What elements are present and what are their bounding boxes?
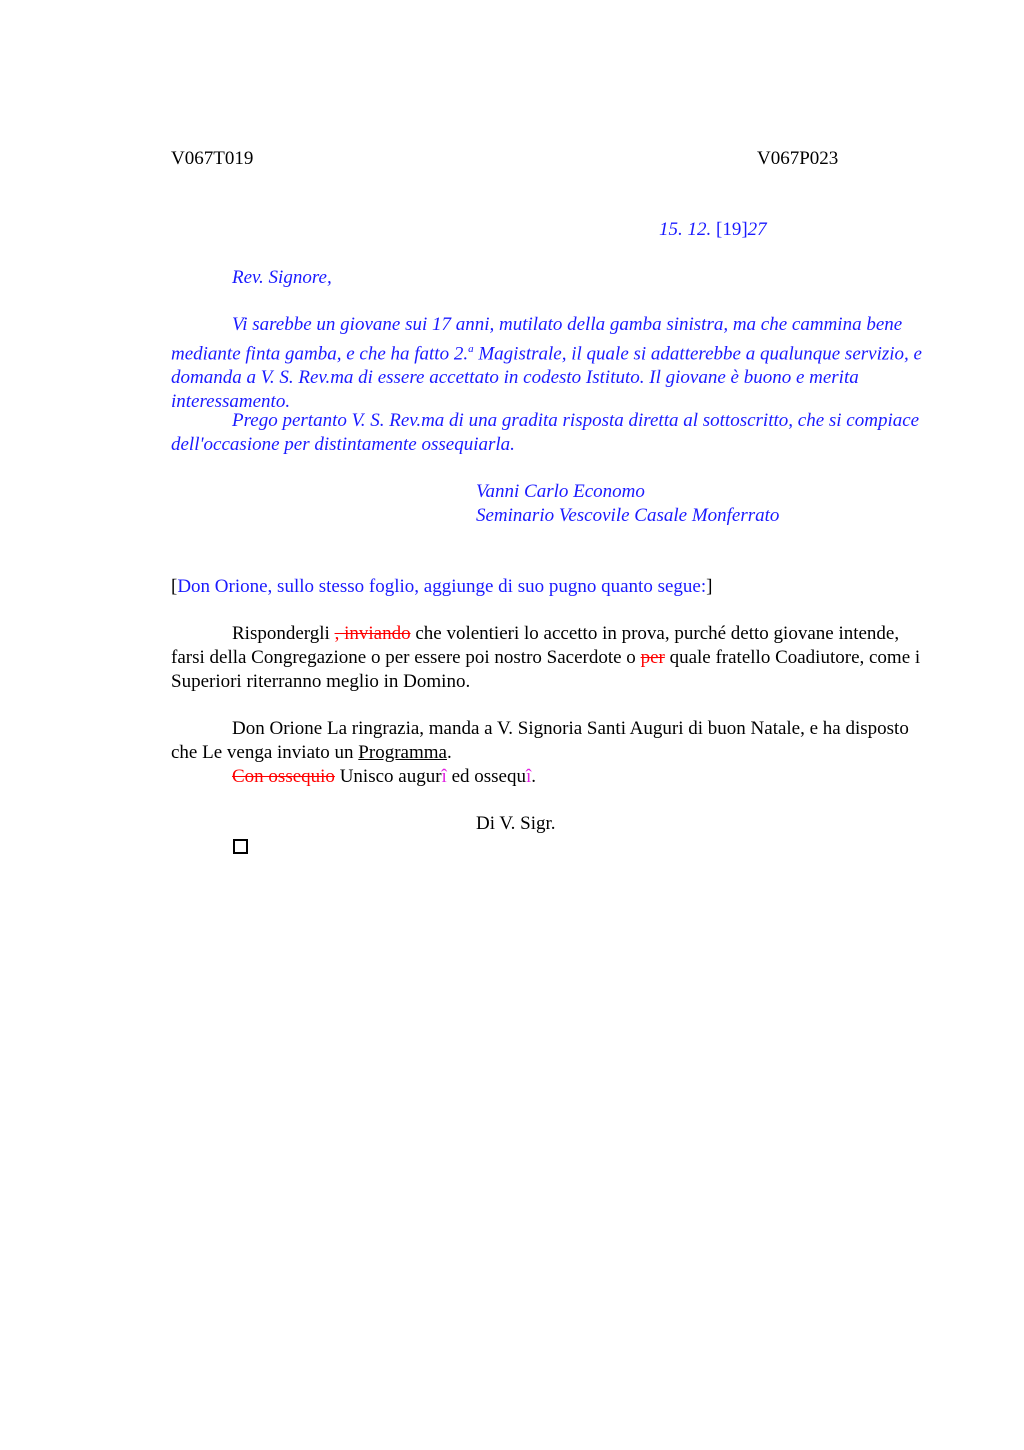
letter-p1-text-b: Magistrale, il quale si adatterebbe a qualunque servizio, e domanda a V. S. Rev.ma di essere accettato in codesto Istituto. Il giovane è buono e merita interessamento. <box>171 343 922 413</box>
letter-p1-text-a: Vi sarebbe un giovane sui 17 anni, mutilato della gamba sinistra, ma che cammina bene mediante finta gamba, e che ha fatto 2. <box>171 314 903 365</box>
reply-p1-text-c: quale fratello Coadiutore, come i Superiori riterranno meglio in Domino. <box>171 647 921 692</box>
document-code-left: V067T019 <box>171 148 254 169</box>
reply-p3-correction-2: î <box>525 766 532 787</box>
reply-paragraph-1 <box>171 622 931 694</box>
date-day-month: 15. 12. <box>659 219 712 240</box>
reply-p2-text-b: . <box>446 742 452 763</box>
letter-p1-superscript: a <box>468 343 474 355</box>
reply-p3-text-b: ed ossequ <box>446 766 526 787</box>
reply-p3-correction-1: î <box>441 766 447 787</box>
letter-paragraph-1 <box>171 313 931 414</box>
reply-p3-text-a: Unisco augur <box>334 766 442 787</box>
note-text: Don Orione, sullo stesso foglio, aggiunge di suo pugno quanto segue: <box>177 576 707 597</box>
note-bracket-close: ] <box>706 576 713 597</box>
reply-p1-deletion: , inviando <box>334 623 411 644</box>
end-marker-square-icon <box>233 839 248 854</box>
date-year: 27 <box>747 219 767 240</box>
letter-date <box>659 218 767 242</box>
editorial-note <box>171 575 712 599</box>
reply-paragraph-2 <box>171 717 931 765</box>
reply-closing: Di V. Sigr. <box>476 813 556 834</box>
reply-p1-text-b: che volentieri lo accetto in prova, purché detto giovane intende, farsi della Congregazione o per essere poi nostro Sacerdote o <box>171 623 900 668</box>
signature-name: Vanni Carlo Economo <box>476 481 645 502</box>
reply-p3-deletion: Con ossequio <box>232 766 335 787</box>
reply-p2-text-a: Don Orione La ringrazia, manda a V. Signoria Santi Auguri di buon Natale, e ha disposto che Le venga inviato un <box>171 718 909 763</box>
salutation: Rev. Signore, <box>232 267 332 288</box>
reply-p1-text-a: Rispondergli <box>232 623 335 644</box>
date-century: [19] <box>716 219 748 240</box>
reply-p3-text-c: . <box>531 766 536 787</box>
reply-p2-underlined: Programma <box>358 742 447 763</box>
note-bracket-open: [ <box>171 576 178 597</box>
letter-paragraph-2: Prego pertanto V. S. Rev.ma di una gradita risposta diretta al sottoscritto, che si compiace dell'occasione per distintamente ossequiarla. <box>171 410 920 455</box>
document-code-right: V067P023 <box>757 148 839 169</box>
reply-p1-deletion-2: per <box>640 647 665 668</box>
reply-paragraph-3 <box>232 765 536 789</box>
signature-place: Seminario Vescovile Casale Monferrato <box>476 505 780 526</box>
